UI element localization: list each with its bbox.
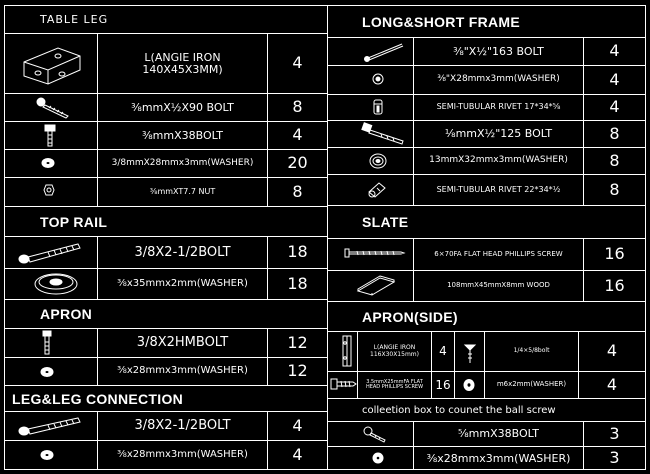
- small-angle-iron-icon: [340, 334, 354, 368]
- leg-connection-row-1-qty: 4: [292, 415, 303, 435]
- apron-row-2-desc: ⅜x28mmx3mm(WASHER): [117, 365, 248, 377]
- table-leg-row-3-qty: 4: [292, 125, 303, 145]
- wood-block-icon: [356, 275, 396, 297]
- small-screw-icon: [329, 375, 357, 393]
- frame-long-bolt-icon: [361, 122, 407, 146]
- table-leg-row-1-desc: L(ANGIE IRON 140X45X3MM): [142, 50, 223, 76]
- table-leg-title: TABLE LEG: [40, 12, 109, 26]
- collection-box-title: colleetion box to counet the ball screw: [362, 404, 556, 416]
- table-leg-row-5-qty: 8: [292, 181, 303, 201]
- slate-row-1-qty: 16: [604, 244, 625, 264]
- frame-row-4-desc: ⅛mmX½"125 BOLT: [444, 127, 553, 141]
- connection-washer-icon: [40, 449, 54, 461]
- apron-row-1-desc: 3/8X2HMBOLT: [136, 335, 229, 351]
- connection-bolt-icon: [18, 414, 82, 438]
- slate-row-2-qty: 16: [604, 275, 625, 295]
- frame-bolt-icon: [362, 40, 406, 62]
- apron-row-2-qty: 12: [287, 361, 308, 381]
- frame-row-6-desc: SEMI-TUBULAR RIVET 22*34*½: [436, 184, 561, 194]
- slate-title: SLATE: [362, 214, 409, 230]
- collection-row-1-qty: 3: [609, 423, 620, 443]
- frame-row-1-desc: ⅜"X½"163 BOLT: [453, 44, 544, 58]
- apron-side-row-1-qty-a: 4: [439, 344, 447, 359]
- top-rail-row-1-desc: 3/8X2-1/2BOLT: [134, 244, 231, 260]
- leg-connection-row-2-desc: ⅜x28mmx3mm(WASHER): [117, 449, 248, 461]
- apron-side-row-1-desc-a: L(ANGIE IRON 116X30X15mm): [370, 344, 419, 358]
- table-leg-row-1-qty: 4: [292, 53, 303, 73]
- collection-row-2-desc: ⅜x28mmx3mm(WASHER): [426, 451, 571, 465]
- hex-bolt-icon: [42, 330, 52, 356]
- large-frame-washer-icon: [368, 152, 388, 170]
- apron-side-row-2-qty-a: 16: [435, 377, 451, 392]
- apron-side-row-2-desc-a: 3.5mmX25mmFA FLAT HEAD PHILLIPS SCREW: [365, 378, 424, 390]
- top-rail-row-2-desc: ⅜x35mmx2mm(WASHER): [117, 277, 248, 289]
- rivet-icon: [373, 99, 383, 115]
- collection-bolt-icon: [362, 424, 388, 444]
- small-bolt-icon: [463, 343, 477, 365]
- leg-connection-title: LEG&LEG CONNECTION: [12, 390, 184, 407]
- apron-side-row-1-qty-b: 4: [606, 341, 618, 361]
- frame-row-2-desc: ⅜"X28mmx3mm(WASHER): [437, 74, 560, 85]
- frame-washer-icon: [371, 72, 385, 86]
- nut-icon: [43, 184, 55, 196]
- apron-side-row-1-desc-b: 1/4×5/8bolt: [513, 347, 550, 355]
- table-leg-row-5-desc: ⅜mmXT7.7 NUT: [149, 186, 216, 196]
- table-leg-row-4-qty: 20: [287, 153, 308, 173]
- apron-title: APRON: [40, 306, 93, 322]
- large-rivet-icon: [366, 180, 388, 200]
- frame-row-6-qty: 8: [609, 179, 620, 199]
- frame-row-3-qty: 4: [609, 97, 620, 117]
- top-rail-title: TOP RAIL: [40, 213, 108, 230]
- large-washer-icon: [33, 271, 79, 297]
- table-leg-row-4-desc: 3/8mmX28mmx3mm(WASHER): [111, 157, 254, 168]
- collection-row-1-desc: ⅝mmX38BOLT: [458, 427, 539, 441]
- apron-washer-icon: [40, 366, 54, 378]
- frame-row-5-qty: 8: [609, 150, 620, 170]
- washer-icon: [41, 157, 55, 169]
- frame-row-1-qty: 4: [609, 41, 620, 61]
- short-bolt-icon: [44, 124, 56, 148]
- angle-iron-icon: [18, 40, 88, 88]
- frame-row-4-qty: 8: [609, 123, 620, 143]
- leg-connection-row-2-qty: 4: [292, 445, 303, 465]
- apron-row-1-qty: 12: [287, 332, 308, 352]
- apron-side-row-2-desc-b: m6x2mm(WASHER): [496, 380, 567, 389]
- apron-side-row-2-qty-b: 4: [606, 374, 618, 394]
- apron-side-title: APRON(SIDE): [362, 308, 458, 325]
- frame-row-2-qty: 4: [609, 69, 620, 89]
- flat-head-screw-icon: [343, 246, 405, 260]
- bolt-icon: [35, 96, 71, 120]
- table-leg-row-2-desc: ⅜mmX½X90 BOLT: [131, 100, 234, 114]
- frame-row-3-desc: SEMI-TUBULAR RIVET 17*34*⅝: [436, 102, 561, 112]
- slate-row-2-desc: 108mmX45mmX8mm WOOD: [447, 281, 550, 290]
- collection-washer-icon: [371, 451, 385, 465]
- table-leg-row-2-qty: 8: [292, 97, 303, 117]
- slate-row-1-desc: 6×70FA FLAT HEAD PHILLIPS SCREW: [434, 249, 563, 258]
- frame-row-5-desc: 13mmX32mmx3mm(WASHER): [429, 155, 568, 166]
- table-leg-row-3-desc: ⅜mmX38BOLT: [142, 128, 223, 142]
- top-rail-row-2-qty: 18: [287, 273, 308, 293]
- long-short-frame-title: LONG&SHORT FRAME: [362, 13, 521, 30]
- leg-connection-row-1-desc: 3/8X2-1/2BOLT: [134, 418, 231, 434]
- long-bolt-icon: [18, 240, 82, 266]
- collection-row-2-qty: 3: [609, 448, 620, 468]
- small-washer-icon: [462, 377, 476, 393]
- top-rail-row-1-qty: 18: [287, 242, 308, 262]
